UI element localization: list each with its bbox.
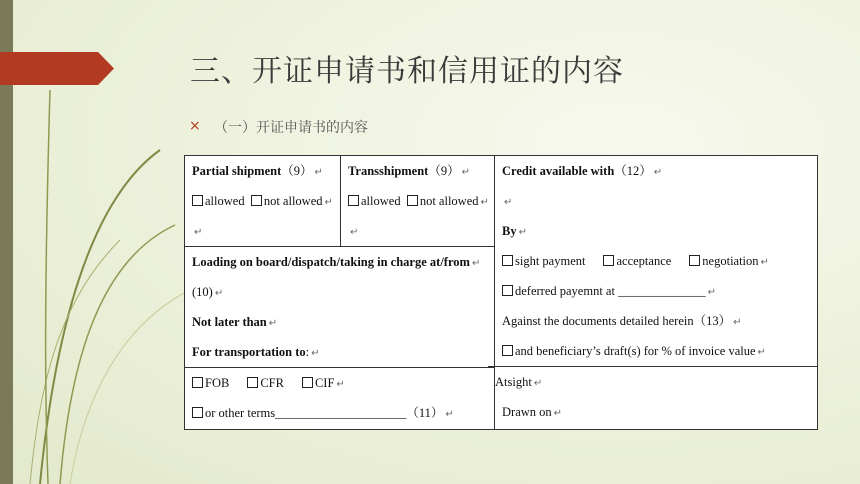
- loading-num: (10): [192, 285, 213, 299]
- partial-not-allowed-checkbox[interactable]: [251, 195, 262, 206]
- cfr-checkbox[interactable]: [247, 377, 258, 388]
- not-later-than-label: Not later than: [192, 315, 267, 329]
- para-mark: ↵: [760, 257, 769, 268]
- negotiation-checkbox[interactable]: [689, 255, 700, 266]
- transshipment-cell: [341, 156, 495, 247]
- slide-title: 三、开证申请书和信用证的内容: [190, 54, 624, 89]
- terms-num: （11）: [406, 406, 444, 420]
- by-label: By: [502, 224, 517, 238]
- deferred-payment-label: deferred payemnt at: [515, 284, 615, 298]
- acceptance-label: acceptance: [616, 254, 672, 268]
- para-mark: ↵: [707, 287, 716, 298]
- para-mark: ↵: [471, 258, 481, 269]
- transshipment-num: （9）: [428, 164, 460, 178]
- trans-not-allowed-label: not allowed: [419, 194, 479, 208]
- partial-shipment-num: （9）: [281, 164, 313, 178]
- para-mark: ↵: [653, 167, 663, 178]
- colon: :: [305, 345, 310, 359]
- slide-subtitle: （一）开证申请书的内容: [214, 120, 368, 136]
- drawn-on-label: Drawn on: [502, 405, 552, 419]
- trans-allowed-label: allowed: [361, 194, 401, 208]
- para-mark: ↵: [268, 318, 278, 329]
- para-mark: ↵: [757, 347, 766, 358]
- transportation-label: For transportation to: [192, 345, 306, 359]
- fob-checkbox[interactable]: [192, 377, 203, 388]
- deferred-blank[interactable]: ______________: [618, 284, 706, 298]
- transshipment-label: Transshipment: [348, 164, 429, 178]
- para-mark: ↵: [480, 197, 489, 208]
- against-documents-label: Against the documents detailed herein: [502, 314, 694, 328]
- para-mark: ↵: [336, 379, 345, 390]
- para-mark: ↵: [733, 317, 742, 328]
- cif-label: CIF: [314, 376, 335, 390]
- deferred-payment-checkbox[interactable]: [502, 285, 513, 296]
- acceptance-checkbox[interactable]: [603, 255, 614, 266]
- para-mark: ↵: [194, 227, 203, 238]
- para-mark: ↵: [445, 409, 454, 420]
- para-mark: ↵: [311, 348, 320, 359]
- against-num: （13）: [693, 314, 732, 328]
- application-form-table: [184, 155, 818, 430]
- trans-not-allowed-checkbox[interactable]: [407, 195, 418, 206]
- para-mark: ↵: [533, 378, 543, 389]
- partial-allowed-checkbox[interactable]: [192, 195, 203, 206]
- credit-available-label: Credit available with: [502, 164, 615, 178]
- trans-allowed-checkbox[interactable]: [348, 195, 359, 206]
- title-banner-arrow: [0, 52, 114, 85]
- cfr-label: CFR: [260, 376, 284, 390]
- sight-payment-label: sight payment: [515, 254, 586, 268]
- para-mark: ↵: [350, 227, 359, 238]
- para-mark: ↵: [461, 167, 470, 178]
- cif-checkbox[interactable]: [302, 377, 313, 388]
- para-mark: ↵: [518, 227, 527, 238]
- para-mark: ↵: [553, 408, 563, 419]
- atsight-label: Atsight: [495, 375, 532, 389]
- beneficiary-draft-label: and beneficiary’s draft(s) for % of invoice value: [515, 344, 756, 358]
- other-terms-label: or other terms: [205, 406, 276, 420]
- negotiation-label: negotiation: [702, 254, 759, 268]
- partial-not-allowed-label: not allowed: [263, 194, 323, 208]
- credit-available-cell: [495, 156, 818, 430]
- other-terms-blank[interactable]: _____________________: [275, 406, 407, 420]
- para-mark: ↵: [504, 197, 513, 208]
- other-terms-checkbox[interactable]: [192, 407, 203, 418]
- fob-label: FOB: [205, 376, 230, 390]
- partial-allowed-label: allowed: [205, 194, 245, 208]
- loading-label: Loading on board/dispatch/taking in charge at/from: [192, 255, 470, 269]
- sight-payment-checkbox[interactable]: [502, 255, 513, 266]
- para-mark: ↵: [314, 167, 323, 178]
- para-mark: ↵: [324, 197, 333, 208]
- loading-cell: [185, 247, 495, 368]
- partial-shipment-cell: [185, 156, 341, 247]
- terms-cell: [185, 368, 495, 430]
- credit-available-num: （12）: [614, 164, 652, 178]
- para-mark: ↵: [214, 288, 224, 299]
- partial-shipment-label: Partial shipment: [192, 164, 282, 178]
- beneficiary-draft-checkbox[interactable]: [502, 345, 513, 356]
- bullet-icon: ×: [189, 118, 201, 134]
